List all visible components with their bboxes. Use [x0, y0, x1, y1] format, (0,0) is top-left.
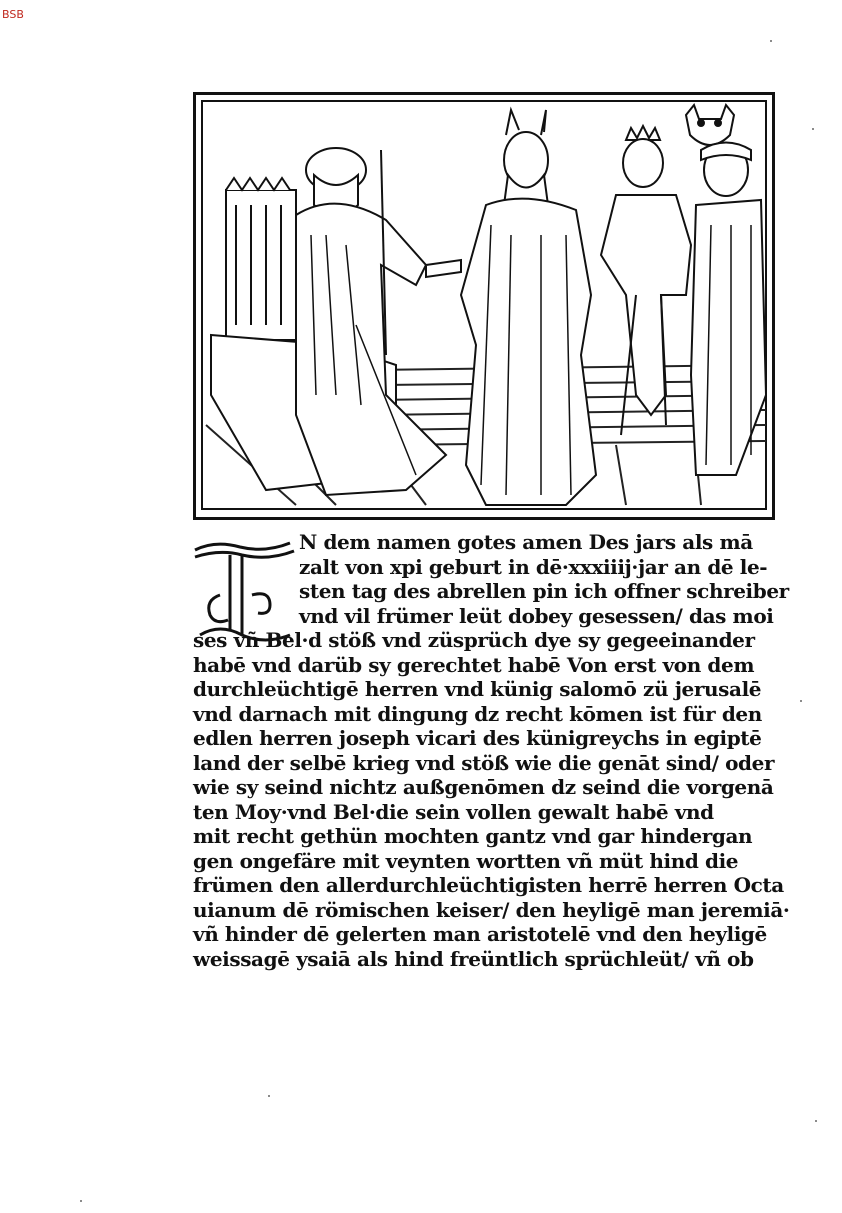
text-line: frümen den allerdurchleüchtigisten herrē herren Octa: [193, 873, 784, 897]
text-line: vnd vil frümer leüt dobey gesessen/ das moi: [299, 603, 774, 628]
text-line: durchleüchtigē herren vnd künig salomō zü jerusalē: [193, 677, 762, 701]
text-line: ses vñ Bel·d stöß vnd züsprüch dye sy gegeeinander: [193, 628, 755, 652]
text-line: uianum dē römischen keiser/ den heyligē man jeremiā·: [193, 897, 790, 922]
text-line: gen ongefäre mit veynten wortten vñ müt hind die: [193, 848, 739, 873]
text-line: N dem namen gotes amen Des jars als mā: [299, 530, 753, 554]
initial-letter-text: I: [236, 599, 240, 610]
body-text: [193, 530, 805, 971]
library-watermark: BSB: [2, 8, 24, 21]
text-line: vñ hinder dē gelerten man aristotelē vnd den heyligē: [193, 922, 767, 946]
text-line: sten tag des abrellen pin ich offner schreiber: [299, 579, 789, 603]
text-line: zalt von xpi geburt in dē·xxxiiij·jar an dē le-: [299, 554, 768, 579]
text-line: mit recht gethün mochten gantz vnd gar hindergan: [193, 824, 753, 848]
text-line: habē vnd darüb sy gerechtet habē Von erst von dem: [193, 652, 755, 677]
text-line: wie sy seind nichtz außgenōmen dz seind die vorgenā: [193, 775, 774, 799]
text-line: land der selbē krieg vnd stöß wie die genāt sind/ oder: [193, 750, 775, 775]
text-line: edlen herren joseph vicari des künigreychs in egiptē: [193, 726, 762, 750]
text-line: ten Moy·vnd Bel·die sein vollen gewalt habē vnd: [193, 799, 714, 824]
woodcut-illustration: [193, 92, 775, 520]
text-line: weissagē ysaiā als hind freüntlich sprüchleüt/ vñ ob: [193, 946, 754, 971]
text-line: vnd darnach mit dingung dz recht kōmen ist für den: [193, 701, 762, 726]
